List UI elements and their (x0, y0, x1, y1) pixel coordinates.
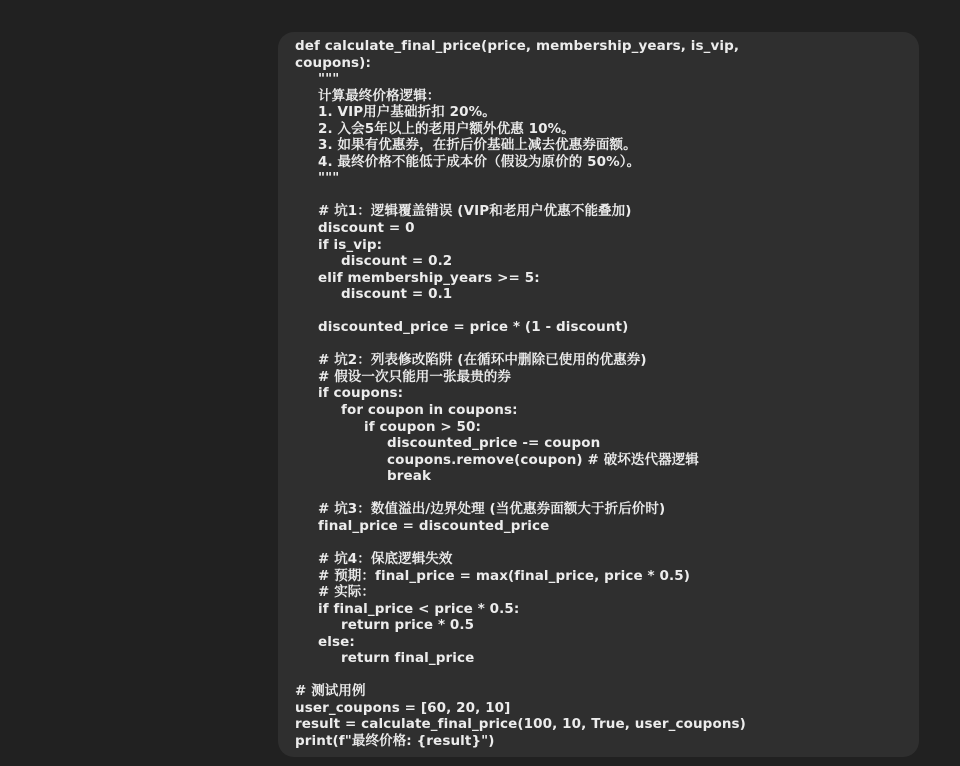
code-line: def calculate_final_price(price, membership_years, is_vip, (295, 38, 740, 54)
code-line: return final_price (341, 650, 475, 667)
code-line-blank (295, 303, 746, 320)
code-line: # 坑4：保底逻辑失效 (318, 550, 453, 567)
code-line: 1. VIP用户基础折扣 20%。 (318, 104, 496, 121)
code-line: if is_vip: (318, 236, 383, 253)
code-line: 2. 入会5年以上的老用户额外优惠 10%。 (318, 120, 575, 137)
code-line: for coupon in coupons: (341, 402, 518, 419)
code-line: coupons.remove(coupon) # 破坏迭代器逻辑 (387, 451, 699, 468)
code-line: coupons): (295, 54, 371, 71)
code-line: 3. 如果有优惠券，在折后价基础上减去优惠券面额。 (318, 137, 637, 154)
code-line: return price * 0.5 (341, 617, 475, 634)
code-line: if coupons: (318, 385, 404, 402)
code-line: else: (318, 633, 355, 650)
code-line: # 坑3：数值溢出/边界处理 (当优惠券面额大于折后价时) (318, 501, 666, 518)
code-line-blank (295, 485, 746, 502)
code-line: print(f"最终价格: {result}") (295, 732, 495, 749)
code-line: if coupon > 50: (364, 418, 482, 435)
code-line: # 测试用例 (295, 683, 366, 700)
code-line: user_coupons = [60, 20, 10] (295, 699, 511, 716)
code-block-panel (278, 32, 919, 757)
code-line: discounted_price -= coupon (387, 435, 601, 452)
code-line: """ (318, 71, 340, 88)
code-line: # 假设一次只能用一张最贵的券 (318, 368, 512, 385)
code-line: # 坑1：逻辑覆盖错误 (VIP和老用户优惠不能叠加) (318, 203, 632, 220)
code-line: final_price = discounted_price (318, 517, 550, 534)
code-line: # 坑2：列表修改陷阱 (在循环中删除已使用的优惠券) (318, 352, 647, 369)
code-line: result = calculate_final_price(100, 10, True, user_coupons) (295, 716, 746, 733)
code-line: discount = 0 (318, 220, 415, 237)
code-line: discounted_price = price * (1 - discount) (318, 319, 629, 336)
code-line-blank (295, 336, 746, 353)
code-line: discount = 0.1 (341, 286, 453, 303)
code-line: """ (318, 170, 340, 187)
code-line-blank (295, 667, 746, 684)
code-line: # 实际： (318, 584, 376, 601)
code-line: discount = 0.2 (341, 253, 453, 270)
code-line: # 预期：final_price = max(final_price, price * 0.5) (318, 567, 690, 584)
code-line-blank (295, 534, 746, 551)
code-line-blank (295, 187, 746, 204)
code-line: 4. 最终价格不能低于成本价（假设为原价的 50%）。 (318, 153, 641, 170)
code-line: break (387, 468, 432, 485)
code-block (295, 38, 746, 750)
code-line: elif membership_years >= 5: (318, 269, 540, 286)
code-line: 计算最终价格逻辑： (318, 87, 441, 104)
code-line: if final_price < price * 0.5: (318, 600, 520, 617)
